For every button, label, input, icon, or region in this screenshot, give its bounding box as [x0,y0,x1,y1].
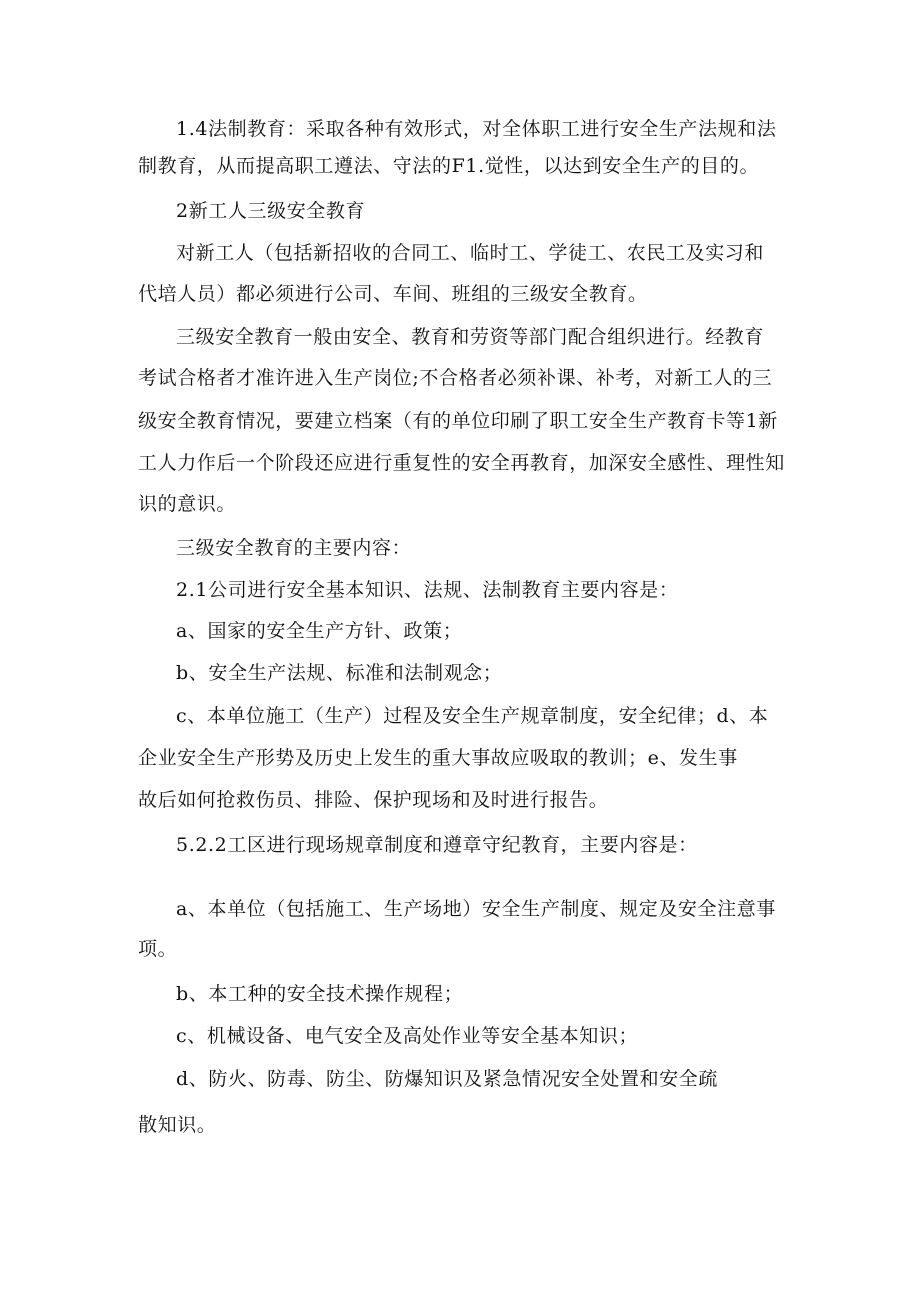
subsection-heading: 5.2.2工区进行现场规章制度和遵章守纪教育，主要内容是： [176,834,698,856]
text-line-5: 代培人员）都必须进行公司、车间、班组的三级安全教育。 [138,283,648,305]
text-line-11: 三级安全教育的主要内容： [176,537,412,559]
text-line-16: 企业安全生产形势及历史上发生的重大事故应吸取的教训；e、发生事 [138,747,738,769]
section-heading: 2新工人三级安全教育 [176,200,366,222]
text-line-4: 对新工人（包括新招收的合同工、临时工、学徒工、农民工及实习和 [176,242,765,264]
list-item-a: a、国家的安全生产方针、政策； [176,620,463,642]
list-item-c: c、本单位施工（生产）过程及安全生产规章制度，安全纪律；d、本 [176,705,769,727]
text-line-2: 制教育，从而提高职工遵法、守法的F1.觉性，以达到安全生产的目的。 [138,155,760,177]
text-line-20: 项。 [138,938,178,960]
text-line-17: 故后如何抢救伤员、排险、保护现场和及时进行报告。 [138,789,609,811]
list-item-b: b、安全生产法规、标准和法制观念； [176,662,503,684]
list-item-a-2: a、本单位（包括施工、生产场地）安全生产制度、规定及安全注意事 [176,898,776,920]
text-line-9: 工人力作后一个阶段还应进行重复性的安全再教育，加深安全感性、理性知 [138,452,785,474]
text-line-12: 2.1公司进行安全基本知识、法规、法制教育主要内容是： [176,579,679,601]
text-line-7: 考试合格者才准许进入生产岗位;不合格者必须补课、补考，对新工人的三 [138,367,773,389]
text-line-10: 识的意识。 [138,493,237,515]
text-line-8: 级安全教育情况，要建立档案（有的单位印刷了职工安全生产教育卡等1新 [138,410,778,432]
text-line-1: 1.4法制教育：采取各种有效形式，对全体职工进行安全生产法规和法 [176,118,777,140]
list-item-b-2: b、本工种的安全技术操作规程； [176,983,464,1005]
text-line-24: 散知识。 [138,1114,217,1136]
list-item-d-2: d、防火、防毒、防尘、防爆知识及紧急情况安全处置和安全疏 [176,1068,718,1090]
list-item-c-2: c、机械设备、电气安全及高处作业等安全基本知识； [176,1025,639,1047]
text-line-6: 三级安全教育一般由安全、教育和劳资等部门配合组织进行。经教育 [176,326,765,348]
